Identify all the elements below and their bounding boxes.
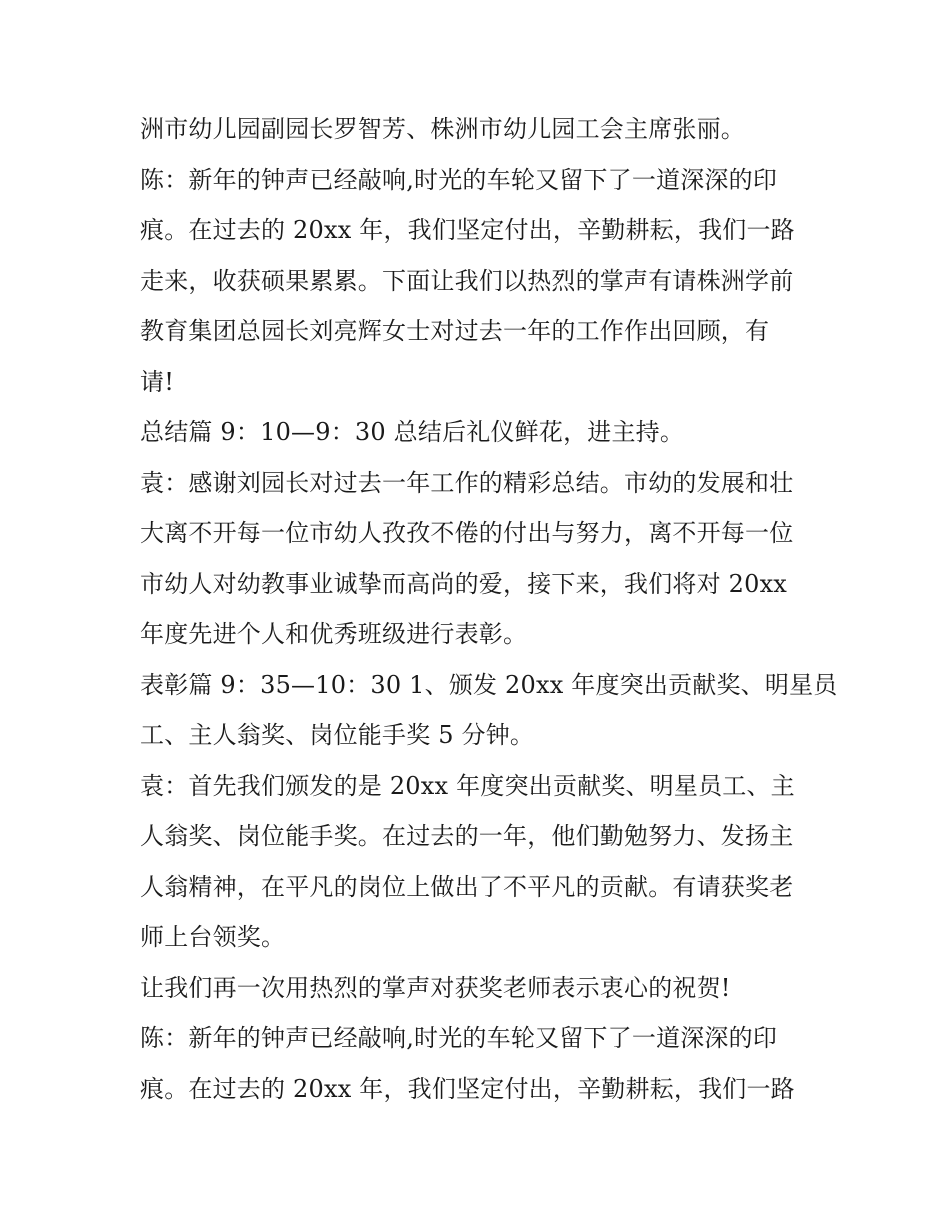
- text-line: 请!: [140, 367, 175, 396]
- text-line: 大离不开每一位市幼人孜孜不倦的付出与努力，离不开每一位: [140, 519, 794, 547]
- document-body: [140, 104, 838, 1114]
- text-line: 袁：感谢刘园长对过去一年工作的精彩总结。市幼的发展和壮: [140, 468, 794, 497]
- text-line: 年度先进个人和优秀班级进行表彰。: [140, 620, 528, 648]
- text-line: 人翁精神，在平凡的岗位上做出了不平凡的贡献。有请获奖老: [140, 872, 794, 901]
- text-line: 表彰篇 9：35—10：30 1、颁发 20xx 年度突出贡献奖、明星员: [140, 670, 838, 699]
- text-line: 师上台领奖。: [140, 923, 286, 951]
- text-line: 袁：首先我们颁发的是 20xx 年度突出贡献奖、明星员工、主: [140, 771, 795, 800]
- text-line: 市幼人对幼教事业诚挚而高尚的爱，接下来，我们将对 20xx: [140, 569, 788, 598]
- text-line: 痕。在过去的 20xx 年，我们坚定付出，辛勤耕耘，我们一路: [140, 1074, 795, 1103]
- text-line: 总结篇 9：10—9：30 总结后礼仪鲜花，进主持。: [140, 418, 685, 446]
- text-line: 教育集团总园长刘亮辉女士对过去一年的工作作出回顾，有: [140, 317, 770, 345]
- text-line: 人翁奖、岗位能手奖。在过去的一年，他们勤勉努力、发扬主: [140, 822, 794, 850]
- text-line: 让我们再一次用热烈的掌声对获奖老师表示衷心的祝贺!: [140, 973, 731, 1002]
- text-line: 走来，收获硕果累累。下面让我们以热烈的掌声有请株洲学前: [140, 266, 794, 295]
- text-line: 陈：新年的钟声已经敲响,时光的车轮又留下了一道深深的印: [140, 165, 778, 194]
- text-line: 洲市幼儿园副园长罗智芳、株洲市幼儿园工会主席张丽。: [140, 115, 745, 143]
- text-line: 痕。在过去的 20xx 年，我们坚定付出，辛勤耕耘，我们一路: [140, 216, 795, 244]
- text-line: 陈：新年的钟声已经敲响,时光的车轮又留下了一道深深的印: [140, 1024, 778, 1052]
- text-line: 工、主人翁奖、岗位能手奖 5 分钟。: [140, 721, 535, 749]
